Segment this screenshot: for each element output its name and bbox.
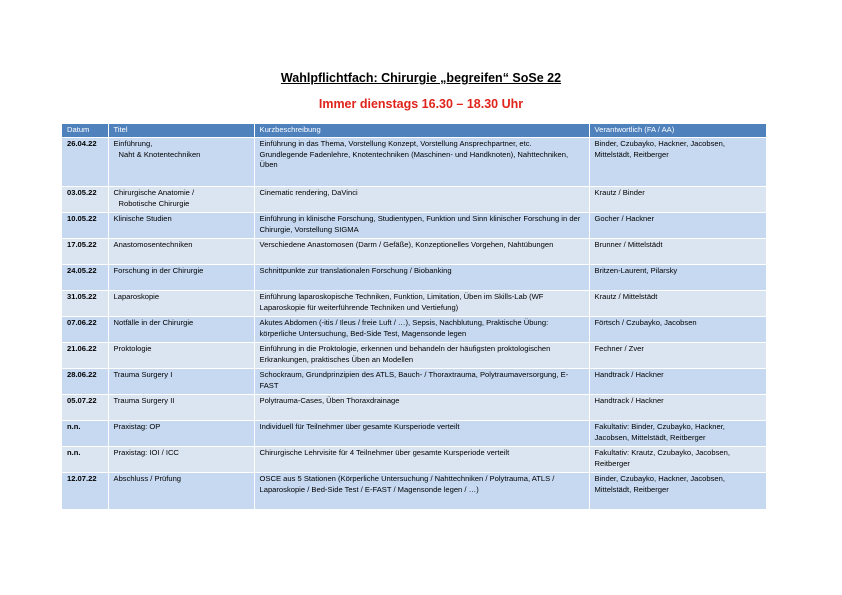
cell-title-line: Praxistag: OP	[113, 422, 161, 431]
table-row	[62, 239, 766, 265]
table-row	[62, 447, 766, 473]
cell-description-line: Einführung in die Proktologie, erkennen und behandeln der häufigsten proktologischen Erkrankungen, praktisches Üben an Modellen	[259, 344, 551, 364]
cell-title-line: Trauma Surgery I	[113, 370, 173, 379]
cell-description-line: Einführung laparoskopische Techniken, Funktion, Limitation, Üben im Skills-Lab (WF Laparoskopie für weiterführende Techniken und Vertiefung)	[259, 292, 544, 312]
cell-title	[108, 239, 254, 265]
table-header-row	[62, 124, 766, 138]
cell-title	[108, 187, 254, 213]
cell-description	[254, 187, 589, 213]
cell-title	[108, 138, 254, 187]
table-row	[62, 343, 766, 369]
table-row	[62, 213, 766, 239]
cell-responsible-line: Förtsch / Czubayko, Jacobsen	[594, 318, 697, 327]
cell-description-line: Chirurgische Lehrvisite für 4 Teilnehmer über gesamte Kursperiode verteilt	[259, 448, 510, 457]
cell-responsible-line: Binder, Czubayko, Hackner, Jacobsen, Mittelstädt, Reitberger	[594, 474, 725, 494]
cell-date: 05.07.22	[62, 395, 108, 421]
cell-date: 07.06.22	[62, 317, 108, 343]
cell-responsible-line: Fakultativ: Binder, Czubayko, Hackner, Jacobsen, Mittelstädt, Reitberger	[594, 422, 725, 442]
cell-title-line: Forschung in der Chirurgie	[113, 266, 204, 275]
header-title: Titel	[108, 124, 254, 138]
cell-description-line: Grundlegende Fadenlehre, Knotentechniken (Maschinen- und Handknoten), Nahttechniken, Üben	[259, 149, 569, 170]
cell-responsible	[589, 421, 766, 447]
table-row	[62, 421, 766, 447]
cell-title-line: Trauma Surgery II	[113, 396, 175, 405]
table-row	[62, 369, 766, 395]
cell-description	[254, 421, 589, 447]
header-responsible: Verantwortlich (FA / AA)	[589, 124, 766, 138]
cell-title	[108, 343, 254, 369]
cell-date: n.n.	[62, 421, 108, 447]
table-row	[62, 291, 766, 317]
cell-description	[254, 213, 589, 239]
cell-responsible	[589, 395, 766, 421]
cell-responsible	[589, 187, 766, 213]
cell-description-line: Schockraum, Grundprinzipien des ATLS, Bauch- / Thoraxtrauma, Polytraumaversorgung, E-FAST	[259, 370, 569, 390]
cell-title-line: Notfälle in der Chirurgie	[113, 318, 194, 327]
cell-description	[254, 138, 589, 187]
cell-responsible	[589, 343, 766, 369]
cell-responsible	[589, 447, 766, 473]
header-date: Datum	[62, 124, 108, 138]
cell-responsible	[589, 473, 766, 509]
cell-description	[254, 369, 589, 395]
document-title: Wahlpflichtfach: Chirurgie „begreifen“ SoSe 22	[280, 71, 562, 85]
cell-title	[108, 265, 254, 291]
cell-responsible	[589, 265, 766, 291]
cell-responsible-line: Gocher / Hackner	[594, 214, 655, 223]
cell-responsible-line: Fakultativ: Krautz, Czubayko, Jacobsen, Reitberger	[594, 448, 730, 468]
cell-responsible	[589, 213, 766, 239]
cell-responsible-line: Binder, Czubayko, Hackner, Jacobsen, Mittelstädt, Reitberger	[594, 139, 725, 159]
cell-title-line: Klinische Studien	[113, 214, 172, 223]
cell-title	[108, 291, 254, 317]
table-row	[62, 473, 766, 509]
cell-title-line: Chirurgische Anatomie /	[113, 188, 195, 197]
cell-date: 24.05.22	[62, 265, 108, 291]
cell-description	[254, 447, 589, 473]
cell-description-line: OSCE aus 5 Stationen (Körperliche Untersuchung / Nahttechniken / Polytrauma, ATLS / Laparoskopie / Bed-Side Test / E-FAST / Magensonde legen / …)	[259, 474, 555, 494]
cell-title	[108, 317, 254, 343]
table-row	[62, 265, 766, 291]
cell-responsible-line: Handtrack / Hackner	[594, 370, 664, 379]
cell-responsible-line: Fechner / Zver	[594, 344, 644, 353]
cell-date: 12.07.22	[62, 473, 108, 509]
cell-responsible	[589, 317, 766, 343]
cell-description	[254, 239, 589, 265]
cell-title-line: Praxistag: IOI / ICC	[113, 448, 179, 457]
cell-description	[254, 343, 589, 369]
document-subtitle: Immer dienstags 16.30 – 18.30 Uhr	[318, 97, 524, 111]
cell-date: 17.05.22	[62, 239, 108, 265]
schedule-table	[62, 124, 767, 509]
cell-description	[254, 265, 589, 291]
cell-description	[254, 473, 589, 509]
cell-title-line: Robotische Chirurgie	[118, 198, 190, 208]
table-row	[62, 187, 766, 213]
cell-description	[254, 291, 589, 317]
cell-description-line: Cinematic rendering, DaVinci	[259, 188, 358, 197]
cell-description-line: Schnittpunkte zur translationalen Forschung / Biobanking	[259, 266, 452, 275]
cell-description-line: Akutes Abdomen (-itis / Ileus / freie Luft / …), Sepsis, Nachblutung, Praktische Übung: körperliche Untersuchung, Bed-Side Test, Magensonde legen	[259, 318, 549, 338]
cell-title	[108, 395, 254, 421]
cell-title	[108, 421, 254, 447]
cell-title	[108, 473, 254, 509]
cell-title-line: Anastomosentechniken	[113, 240, 193, 249]
cell-description	[254, 317, 589, 343]
cell-title	[108, 447, 254, 473]
cell-responsible	[589, 291, 766, 317]
cell-date: 03.05.22	[62, 187, 108, 213]
table-row	[62, 138, 766, 187]
cell-title	[108, 213, 254, 239]
cell-responsible-line: Krautz / Binder	[594, 188, 645, 197]
table-row	[62, 395, 766, 421]
cell-date: 26.04.22	[62, 138, 108, 187]
table-row	[62, 317, 766, 343]
cell-responsible	[589, 138, 766, 187]
cell-title	[108, 369, 254, 395]
cell-description	[254, 395, 589, 421]
cell-title-line: Proktologie	[113, 344, 152, 353]
cell-description-line: Individuell für Teilnehmer über gesamte Kursperiode verteilt	[259, 422, 460, 431]
cell-title-line: Einführung,	[113, 139, 153, 148]
header-description: Kurzbeschreibung	[254, 124, 589, 138]
cell-description-line: Einführung in klinische Forschung, Studientypen, Funktion und Sinn klinischer Forschung in der Chirurgie, Vorstellung SIGMA	[259, 214, 581, 234]
cell-description-line: Polytrauma-Cases, Üben Thoraxdrainage	[259, 396, 400, 405]
cell-title-line: Abschluss / Prüfung	[113, 474, 182, 483]
cell-title-line: Naht & Knotentechniken	[118, 149, 201, 159]
cell-date: 28.06.22	[62, 369, 108, 395]
cell-responsible-line: Brunner / Mittelstädt	[594, 240, 663, 249]
cell-responsible-line: Britzen-Laurent, Pilarsky	[594, 266, 678, 275]
cell-description-line: Verschiedene Anastomosen (Darm / Gefäße), Konzeptionelles Vorgehen, Nahtübungen	[259, 240, 554, 249]
cell-date: n.n.	[62, 447, 108, 473]
cell-date: 21.06.22	[62, 343, 108, 369]
cell-description-line: Einführung in das Thema, Vorstellung Konzept, Vorstellung Ansprechpartner, etc.	[259, 139, 532, 148]
cell-responsible	[589, 239, 766, 265]
cell-title-line: Laparoskopie	[113, 292, 160, 301]
cell-date: 31.05.22	[62, 291, 108, 317]
cell-responsible	[589, 369, 766, 395]
cell-responsible-line: Handtrack / Hackner	[594, 396, 664, 405]
cell-responsible-line: Krautz / Mittelstädt	[594, 292, 658, 301]
cell-date: 10.05.22	[62, 213, 108, 239]
